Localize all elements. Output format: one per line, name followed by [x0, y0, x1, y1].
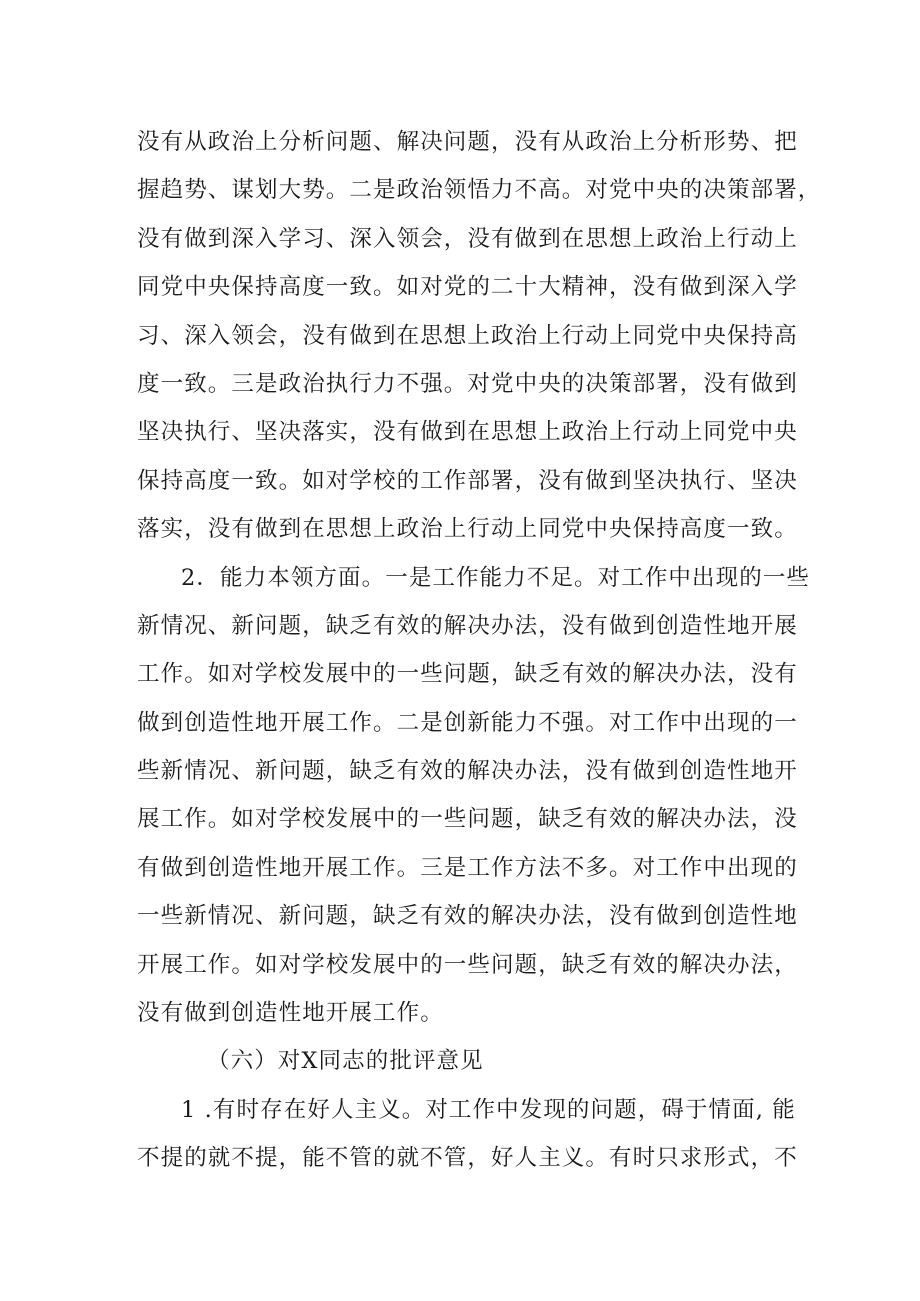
text-line: 握趋势、谋划大势。二是政治领悟力不高。对党中央的决策部署， [137, 177, 822, 204]
text-line: 有做到创造性地开展工作。三是工作方法不多。对工作中出现的 [137, 854, 798, 881]
text-line: 没有做到创造性地开展工作。 [137, 1000, 444, 1027]
text-line: 开展工作。如对学校发展中的一些问题，缺乏有效的解决办法， [137, 951, 798, 978]
text-line: 一些新情况、新问题，缺乏有效的解决办法，没有做到创造性地 [137, 903, 798, 930]
text-line: 保持高度一致。如对学校的工作部署，没有做到坚决执行、坚决 [137, 467, 798, 494]
section-heading: （六）对X同志的批评意见 [207, 1048, 484, 1075]
text-line: 不提的就不提，能不管的就不管，好人主义。有时只求形式，不 [137, 1145, 798, 1172]
text-line: 坚决执行、坚决落实，没有做到在思想上政治上行动上同党中央 [137, 419, 798, 446]
document-body [137, 118, 822, 1183]
paragraph-start-line: 2．能力本领方面。一是工作能力不足。对工作中出现的一些 [181, 564, 811, 591]
text-line: 同党中央保持高度一致。如对党的二十大精神，没有做到深入学 [137, 274, 798, 301]
text-line: 习、深入领会，没有做到在思想上政治上行动上同党中央保持高 [137, 322, 798, 349]
text-line: 没有从政治上分析问题、解决问题，没有从政治上分析形势、把 [137, 129, 798, 155]
text-line: 做到创造性地开展工作。二是创新能力不强。对工作中出现的一 [137, 709, 798, 736]
text-line: 新情况、新问题，缺乏有效的解决办法，没有做到创造性地开展 [137, 612, 798, 639]
text-line: 落实，没有做到在思想上政治上行动上同党中央保持高度一致。 [137, 516, 798, 543]
text-line: 工作。如对学校发展中的一些问题，缺乏有效的解决办法，没有 [137, 661, 798, 688]
text-line: 度一致。三是政治执行力不强。对党中央的决策部署，没有做到 [137, 370, 798, 397]
paragraph-start-line: 1 .有时存在好人主义。对工作中发现的问题，碍于情面, 能 [181, 1096, 796, 1123]
text-line: 没有做到深入学习、深入领会，没有做到在思想上政治上行动上 [137, 225, 798, 252]
text-line: 展工作。如对学校发展中的一些问题，缺乏有效的解决办法，没 [137, 806, 798, 833]
text-line: 些新情况、新问题，缺乏有效的解决办法，没有做到创造性地开 [137, 758, 798, 785]
